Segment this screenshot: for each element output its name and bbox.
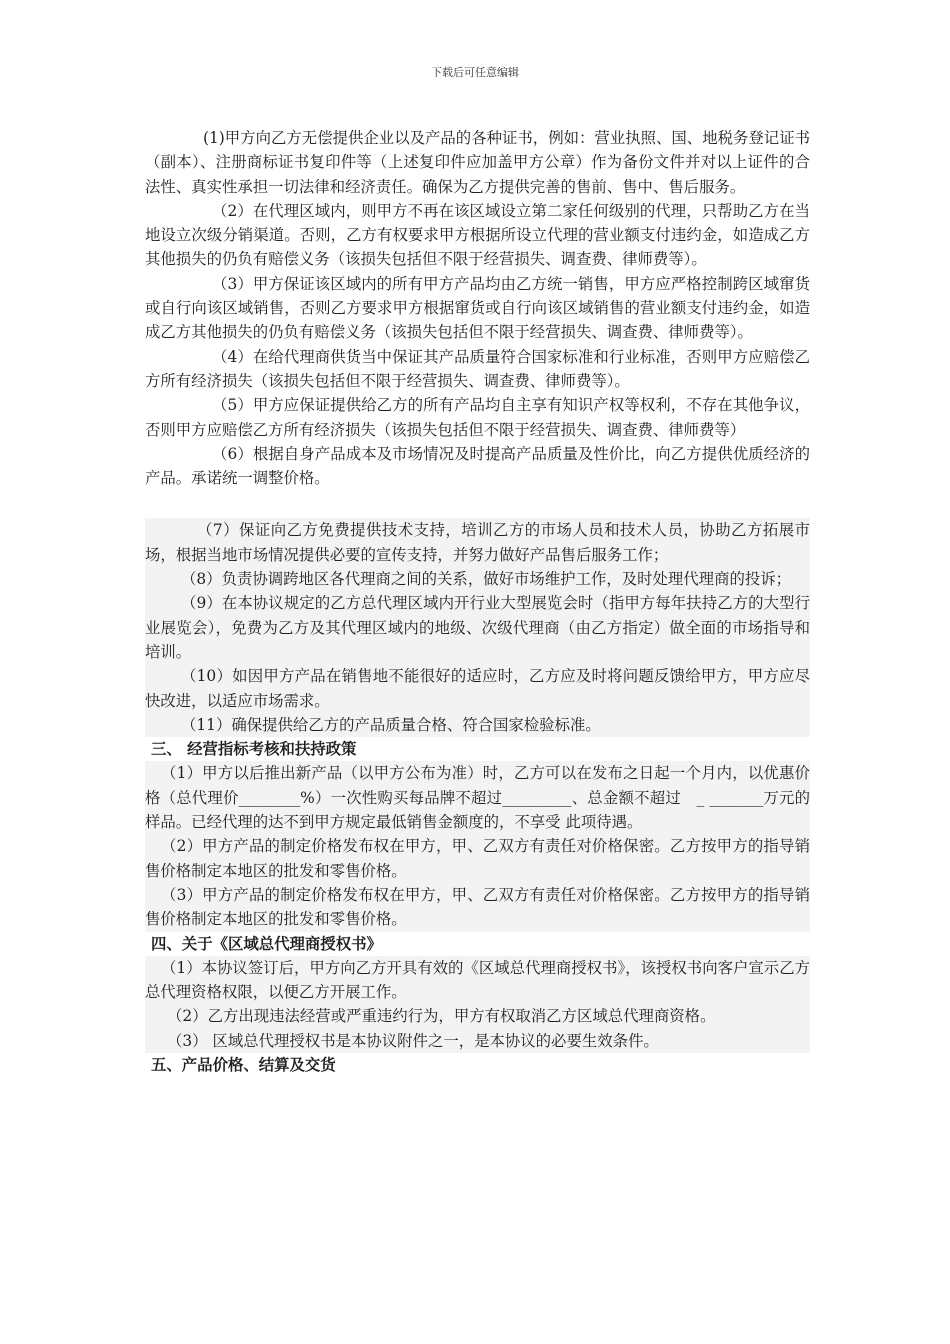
clause-5: （5）甲方应保证提供给乙方的所有产品均自主享有知识产权等权利，不存在其他争议，否则甲方应赔偿乙方所有经济损失（该损失包括但不限于经营损失、调查费、律师费等） xyxy=(145,396,810,439)
section4-clause-2: （2）乙方出现违法经营或严重违约行为，甲方有权取消乙方区域总代理商资格。 xyxy=(145,1004,810,1028)
clause-11: （11）确保提供给乙方的产品质量合格、符合国家检验标准。 xyxy=(145,713,810,737)
clause-2: （2）在代理区域内，则甲方不再在该区域设立第二家任何级别的代理，只帮助乙方在当地设立次级分销渠道。否则，乙方有权要求甲方根据所设立代理的营业额支付违约金，如造成乙方其他损失的仍负有赔偿义务（该损失包括但不限于经营损失、调查费、律师费等）。 xyxy=(145,201,810,269)
section4-clause-1: （1）本协议签订后，甲方向乙方开具有效的《区域总代理商授权书》，该授权书向客户宣示乙方总代理资格权限，以便乙方开展工作。 xyxy=(145,956,810,1005)
clause-3: （3）甲方保证该区域内的所有甲方产品均由乙方统一销售，甲方应严格控制跨区域窜货或自行向该区域销售，否则乙方要求甲方根据窜货或自行向该区域销售的营业额支付违约金，如造成乙方其他损失的仍负有赔偿义务（该损失包括但不限于经营损失、调查费、律师费等）。 xyxy=(145,274,810,342)
section-heading-4: 四、关于《区域总代理商授权书》 xyxy=(151,934,382,953)
section-heading-5: 五、产品价格、结算及交货 xyxy=(151,1055,336,1074)
clause-7: （7）保证向乙方免费提供技术支持，培训乙方的市场人员和技术人员，协助乙方拓展市场，根据当地市场情况提供必要的宣传支持，并努力做好产品售后服务工作； xyxy=(145,518,810,567)
clause-4: （4）在给代理商供货当中保证其产品质量符合国家标准和行业标准，否则甲方应赔偿乙方所有经济损失（该损失包括但不限于经营损失、调查费、律师费等）。 xyxy=(145,347,810,390)
document-body xyxy=(145,126,810,1077)
clause-6: （6）根据自身产品成本及市场情况及时提高产品质量及性价比，向乙方提供优质经济的产品。承诺统一调整价格。 xyxy=(145,444,810,488)
paragraph-gap xyxy=(145,490,810,518)
clause-8: （8）负责协调跨地区各代理商之间的关系，做好市场维护工作，及时处理代理商的投诉； xyxy=(145,567,810,591)
section-heading-3: 三、 经营指标考核和扶持政策 xyxy=(151,740,357,759)
clause-1: (1)甲方向乙方无偿提供企业以及产品的各种证书，例如：营业执照、国、地税务登记证书（副本）、注册商标证书复印件等（上述复印件应加盖甲方公章）作为备份文件并对以上证件的合法性、真实性承担一切法律和经济责任。确保为乙方提供完善的售前、售中、售后服务。 xyxy=(145,129,810,196)
section3-clause-2: （2）甲方产品的制定价格发布权在甲方，甲、乙双方有责任对价格保密。乙方按甲方的指导销售价格制定本地区的批发和零售价格。 xyxy=(145,834,810,883)
section3-clause-1: （1）甲方以后推出新产品（以甲方公布为准）时，乙方可以在发布之日起一个月内，以优惠价格（总代理价________%）一次性购买每品牌不超过_________、总金额不超过 _ _______万元的样品。已经代理的达不到甲方规定最低销售金额度的，不享受 此项待遇。 xyxy=(145,761,810,834)
page-header: 下载后可任意编辑 xyxy=(431,66,519,79)
section4-clause-3: （3） 区域总代理授权书是本协议附件之一，是本协议的必要生效条件。 xyxy=(145,1029,810,1053)
clause-9: （9）在本协议规定的乙方总代理区域内开行业大型展览会时（指甲方每年扶持乙方的大型行业展览会），免费为乙方及其代理区域内的地级、次级代理商（由乙方指定）做全面的市场指导和培训。 xyxy=(145,591,810,664)
clause-10: （10）如因甲方产品在销售地不能很好的适应时，乙方应及时将问题反馈给甲方，甲方应尽快改进，以适应市场需求。 xyxy=(145,664,810,713)
section3-clause-3: （3）甲方产品的制定价格发布权在甲方，甲、乙双方有责任对价格保密。乙方按甲方的指导销售价格制定本地区的批发和零售价格。 xyxy=(145,883,810,932)
